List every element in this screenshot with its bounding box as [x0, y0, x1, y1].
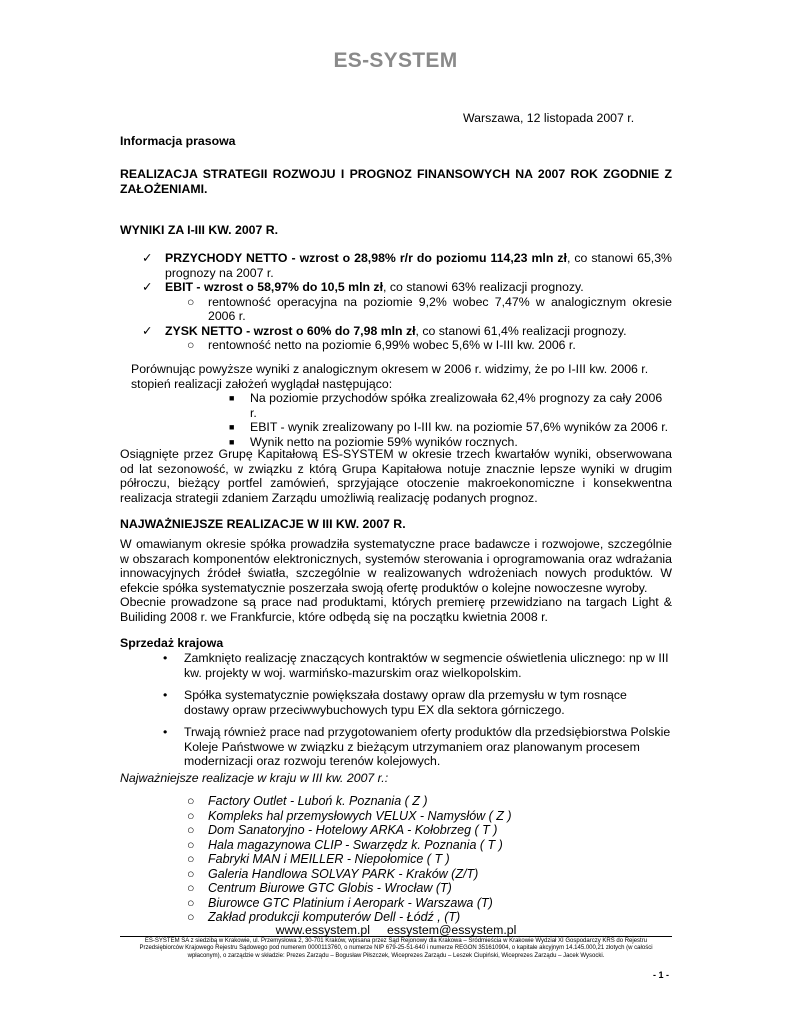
footer-contact: www.essystem.pl essystem@essystem.pl: [275, 923, 517, 937]
achievements-paragraph: W omawianym okresie spółka prowadziła systematyczne prace badawcze i rozwojowe, szczególnie w obszarach komponentów elektronicznych, systemów sterowania i oprogramowania oraz wdrażania innowacyjnych źródeł światła, szczególnie w realizowanych wdrożeniach nowych produktów. W efekcie spółka systematycznie poszerzała swoją ofertę produktów o kolejne nowoczesne wyroby.: [120, 537, 672, 595]
result-item-revenue: ✓ PRZYCHODY NETTO - wzrost o 28,98% r/r do poziomu 114,23 mln zł, co stanowi 65,3% prognozy na 2007 r.: [142, 251, 672, 280]
comparison-item: ■ Wynik netto na poziomie 59% wyników rocznych.: [229, 434, 518, 449]
checkmark-icon: ✓: [142, 251, 153, 265]
key-project-item: ○ Biurowce GTC Platinium i Aeropark - Warszawa (T): [187, 895, 493, 910]
comparison-item: ■ EBIT - wynik zrealizowany po I-III kw. na poziomie 57,6% wyników za 2006 r.: [229, 420, 669, 434]
key-project-item: ○ Galeria Handlowa SOLVAY PARK - Kraków (Z/T): [187, 866, 479, 881]
achievements-paragraph-2: Obecnie prowadzone są prace nad produktami, których premierę przewidziano na targach Light & Builiding 2008 r. we Frankfurcie, które odbędą się na początku kwietnia 2008 r.: [120, 595, 672, 624]
company-logo: ES-SYSTEM: [333, 49, 458, 72]
outlook-paragraph: Osiągnięte przez Grupę Kapitałową ES-SYSTEM w okresie trzech kwartałów wyniki, obserwowana od lat sezonowość, w związku z którą Grupa Kapitałowa notuje znacznie lepsze wyniki w drugim półroczu, bieżący portfel zamówień, sprzyjające otoczenie makroekonomiczne i konsekwentna realizacja strategii zdaniem Zarządu umożliwią realizację podanych prognoz.: [120, 447, 672, 505]
domestic-sales-item: • Zamknięto realizację znaczących kontraktów w segmencie oświetlenia ulicznego: np w III kw. projekty w woj. warmińsko-mazurskim oraz wielkopolskim.: [163, 651, 669, 680]
comparison-intro-line-2: stopień realizacji założeń wyglądał następująco:: [131, 376, 393, 391]
headline: REALIZACJA STRATEGII ROZWOJU I PROGNOZ FINANSOWYCH NA 2007 ROK ZGODNIE Z ZAŁOŻENIAMI.: [120, 167, 672, 196]
circle-bullet-icon: ○: [187, 910, 195, 924]
square-bullet-icon: ■: [229, 393, 235, 403]
circle-bullet-icon: ○: [187, 294, 195, 309]
key-project-item: ○ Factory Outlet - Luboń k. Poznania ( Z ): [187, 794, 428, 808]
domestic-sales-item: • Spółka systematycznie powiększała dostawy opraw dla przemysłu w tym rosnące dostawy opraw przeciwwybuchowych typu EX dla sektora górniczego.: [163, 688, 627, 717]
key-projects-list: [120, 794, 672, 925]
result-subitem-net-margin: ○ rentowność netto na poziomie 6,99% wobec 5,6% w I-III kw. 2006 r.: [187, 338, 576, 352]
achievements-heading: NAJWAŻNIEJSZE REALIZACJE W III KW. 2007 R.: [120, 517, 406, 531]
bullet-icon: •: [163, 725, 168, 739]
key-project-item: ○ Centrum Biurowe GTC Globis - Wrocław (T): [187, 881, 452, 895]
comparison-block: [131, 362, 672, 391]
square-bullet-icon: ■: [229, 436, 235, 447]
circle-bullet-icon: ○: [187, 794, 195, 808]
comparison-item: ■ Na poziomie przychodów spółka zrealizowała 62,4% prognozy za cały 2006 r.: [229, 391, 663, 420]
key-projects-heading: Najważniejsze realizacje w kraju w III kw. 2007 r.:: [120, 771, 389, 785]
circle-bullet-icon: ○: [187, 852, 195, 866]
result-item-ebit: ✓ EBIT - wzrost o 58,97% do 10,5 mln zł, co stanowi 63% realizacji prognozy.: [142, 280, 584, 294]
result-item-net-profit: ✓ ZYSK NETTO - wzrost o 60% do 7,98 mln zł, co stanowi 61,4% realizacji prognozy.: [142, 323, 627, 338]
square-bullet-icon: ■: [229, 422, 235, 432]
checkmark-icon: ✓: [142, 280, 153, 294]
circle-bullet-icon: ○: [187, 338, 195, 352]
footer-divider: [120, 936, 672, 937]
footer-legal: ES-SYSTEM SA z siedzibą w Krakowie, ul. Przemysłowa 2, 30-701 Kraków, wpisana przez Sąd Rejonowy dla Krakowa – Śródmieścia w Krakowie Wydział XI Gospodarczy KRS do Rejestru Przedsiębiorców Krajowego Rejestru Sądowego pod numerem 0000113760, o numerze NIP 679-25-51-640 i numerze REGON 351610904, o kapitale akcyjnym 14.145.000,21 złotych (w całości wpłaconym), o zarządzie w składzie: Prezes Zarządu – Bogusław Piłszczek, Wiceprezes Zarządu – Leszek Ciupiński, Wiceprezes Zarządu – Jacek Wysocki.: [139, 938, 653, 959]
circle-bullet-icon: ○: [187, 881, 195, 895]
key-project-item: ○ Dom Sanatoryjno - Hotelowy ARKA - Kołobrzeg ( T ): [187, 823, 498, 837]
circle-bullet-icon: ○: [187, 808, 195, 823]
key-project-item: ○ Zakład produkcji komputerów Dell - Łódź , (T): [187, 910, 461, 924]
domestic-sales-item: • Trwają również prace nad przygotowaniem oferty produktów dla przedsiębiorstwa Polskie Koleje Państwowe w związku z bieżącym utrzymaniem oraz planowanym procesem modernizacji oraz rozwoju terenów kolejowych.: [163, 725, 671, 768]
date-line: Warszawa, 12 listopada 2007 r.: [463, 111, 635, 125]
result-subitem-operating-margin: ○ rentowność operacyjna na poziomie 9,2% wobec 7,47% w analogicznym okresie 2006 r.: [187, 294, 672, 323]
results-list: [120, 251, 672, 353]
bullet-icon: •: [163, 651, 168, 665]
document-type: Informacja prasowa: [120, 134, 236, 148]
domestic-sales-heading: Sprzedaż krajowa: [120, 636, 224, 650]
comparison-list: [120, 391, 672, 449]
key-project-item: ○ Kompleks hal przemysłowych VELUX - Namysłów ( Z ): [187, 808, 512, 823]
key-project-item: ○ Fabryki MAN i MEILLER - Niepołomice ( T ): [187, 852, 450, 866]
circle-bullet-icon: ○: [187, 895, 195, 910]
bullet-icon: •: [163, 688, 168, 702]
circle-bullet-icon: ○: [187, 837, 195, 852]
key-project-item: ○ Hala magazynowa CLIP - Swarzędz k. Poznania ( T ): [187, 837, 503, 852]
circle-bullet-icon: ○: [187, 866, 195, 881]
results-heading: WYNIKI ZA I-III KW. 2007 R.: [120, 223, 279, 237]
page-number: - 1 -: [652, 970, 669, 980]
checkmark-icon: ✓: [142, 323, 153, 338]
comparison-intro-line-1: Porównując powyższe wyniki z analogicznym okresem w 2006 r. widzimy, że po I-III kw. 2006 r.: [131, 362, 649, 376]
circle-bullet-icon: ○: [187, 823, 195, 837]
domestic-sales-list: [120, 651, 672, 769]
